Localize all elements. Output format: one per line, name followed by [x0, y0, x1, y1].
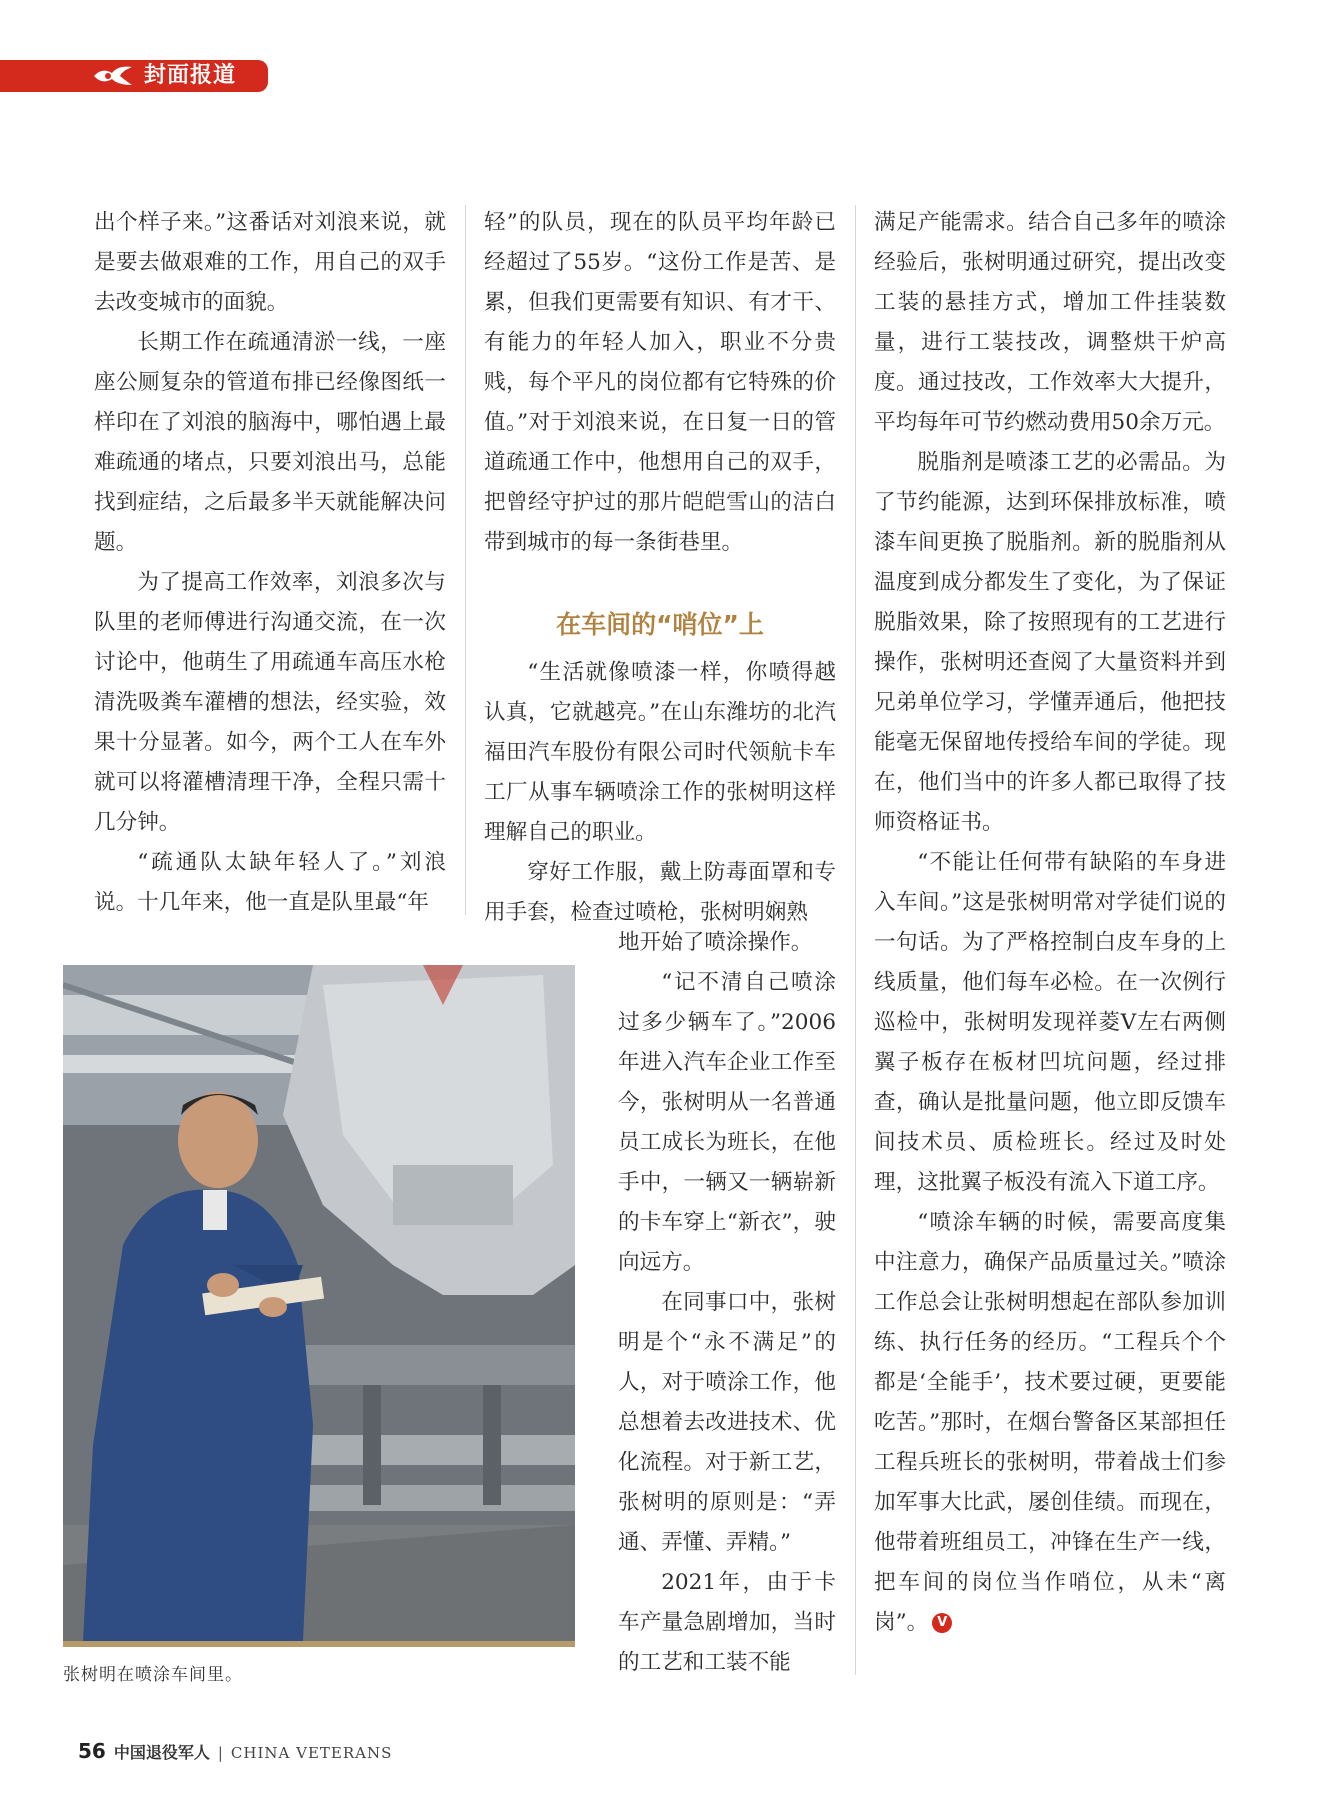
paragraph: “疏通队太缺年轻人了。”刘浪说。十几年来，他一直是队里最“年 [94, 850, 446, 915]
page-number: 56 [78, 1739, 106, 1763]
paragraph: 在同事口中，张树明是个“永不满足”的人，对于喷涂工作，他总想着去改进技术、优化流程。对于新工艺，张树明的原则是：“弄通、弄懂、弄精。” [618, 1290, 836, 1555]
paragraph: 穿好工作服，戴上防毒面罩和专用手套，检查过喷枪，张树明娴熟 [484, 860, 836, 925]
article-column-2-continued [618, 923, 836, 1683]
section-label: 封面报道 [144, 63, 237, 88]
photo-caption: 张树明在喷涂车间里。 [63, 1665, 243, 1685]
section-banner [0, 60, 268, 92]
page-footer [78, 1739, 392, 1763]
paragraph: 轻”的队员，现在的队员平均年龄已经超过了55岁。“这份工作是苦、是累，但我们更需要有知识、有才干、有能力的年轻人加入，职业不分贵贱，每个平凡的岗位都有它特殊的价值。”对于刘浪来说，在日复一日的管道疏通工作中，他想用自己的双手，把曾经守护过的那片皑皑雪山的洁白带到城市的每一条街巷里。 [484, 210, 836, 555]
workshop-photo-illustration [63, 965, 575, 1641]
paragraph: “记不清自己喷涂过多少辆车了。”2006年进入汽车企业工作至今，张树明从一名普通员工成长为班长，在他手中，一辆又一辆崭新的卡车穿上“新衣”，驶向远方。 [618, 970, 836, 1275]
paragraph: 长期工作在疏通清淤一线，一座座公厕复杂的管道布排已经像图纸一样印在了刘浪的脑海中，哪怕遇上最难疏通的堵点，只要刘浪出马，总能找到症结，之后最多半天就能解决问题。 [94, 330, 446, 555]
article-column-3 [874, 203, 1226, 1643]
paragraph: 为了提高工作效率，刘浪多次与队里的老师傅进行沟通交流，在一次讨论中，他萌生了用疏通车高压水枪清洗吸粪车灌槽的想法，经实验，效果十分显著。如今，两个工人在车外就可以将灌槽清理干净，全程只需十几分钟。 [94, 570, 446, 835]
paragraph: “生活就像喷漆一样，你喷得越认真，它就越亮。”在山东潍坊的北汽福田汽车股份有限公司时代领航卡车工厂从事车辆喷涂工作的张树明这样理解自己的职业。 [484, 660, 836, 845]
column-divider [465, 205, 466, 915]
paragraph: 2021年，由于卡车产量急剧增加，当时的工艺和工装不能 [618, 1570, 836, 1675]
paragraph [874, 1203, 1226, 1643]
article-photo [63, 965, 575, 1647]
article-column-2 [484, 203, 836, 933]
magazine-title-en: CHINA VETERANS [230, 1744, 393, 1762]
paragraph-text: “喷涂车辆的时候，需要高度集中注意力，确保产品质量过关。”喷涂工作总会让张树明想起在部队参加训练、执行任务的经历。“工程兵个个都是‘全能手’，技术要过硬，更要能吃苦。”那时，在烟台警备区某部担任工程兵班长的张树明，带着战士们参加军事大比武，屡创佳绩。而现在，他带着班组员工，冲锋在生产一线，把车间的岗位当作哨位，从未“离岗”。 [874, 1210, 1226, 1635]
stylized-bird-logo-icon [92, 63, 136, 89]
article-end-mark-icon: V [932, 1613, 952, 1633]
paragraph: 地开始了喷涂操作。 [618, 930, 813, 955]
paragraph: 脱脂剂是喷漆工艺的必需品。为了节约能源，达到环保排放标准，喷漆车间更换了脱脂剂。新的脱脂剂从温度到成分都发生了变化，为了保证脱脂效果，除了按照现有的工艺进行操作，张树明还查阅了大量资料并到兄弟单位学习，学懂弄通后，他把技能毫无保留地传授给车间的学徒。现在，他们当中的许多人都已取得了技师资格证书。 [874, 450, 1226, 835]
article-column-1 [94, 203, 446, 923]
column-divider [855, 205, 856, 1675]
magazine-title-cn: 中国退役军人 [113, 1743, 210, 1762]
paragraph: 满足产能需求。结合自己多年的喷涂经验后，张树明通过研究，提出改变工装的悬挂方式，增加工件挂装数量，进行工装技改，调整烘干炉高度。通过技改，工作效率大大提升，平均每年可节约燃动费用50余万元。 [874, 210, 1226, 435]
paragraph: 出个样子来。”这番话对刘浪来说，就是要去做艰难的工作，用自己的双手去改变城市的面貌。 [94, 210, 446, 315]
footer-separator: | [217, 1744, 223, 1762]
section-heading: 在车间的“哨位”上 [556, 610, 764, 639]
paragraph: “不能让任何带有缺陷的车身进入车间。”这是张树明常对学徒们说的一句话。为了严格控制白皮车身的上线质量，他们每车必检。在一次例行巡检中，张树明发现祥菱V左右两侧翼子板存在板材凹坑问题，经过排查，确认是批量问题，他立即反馈车间技术员、质检班长。经过及时处理，这批翼子板没有流入下道工序。 [874, 850, 1226, 1195]
